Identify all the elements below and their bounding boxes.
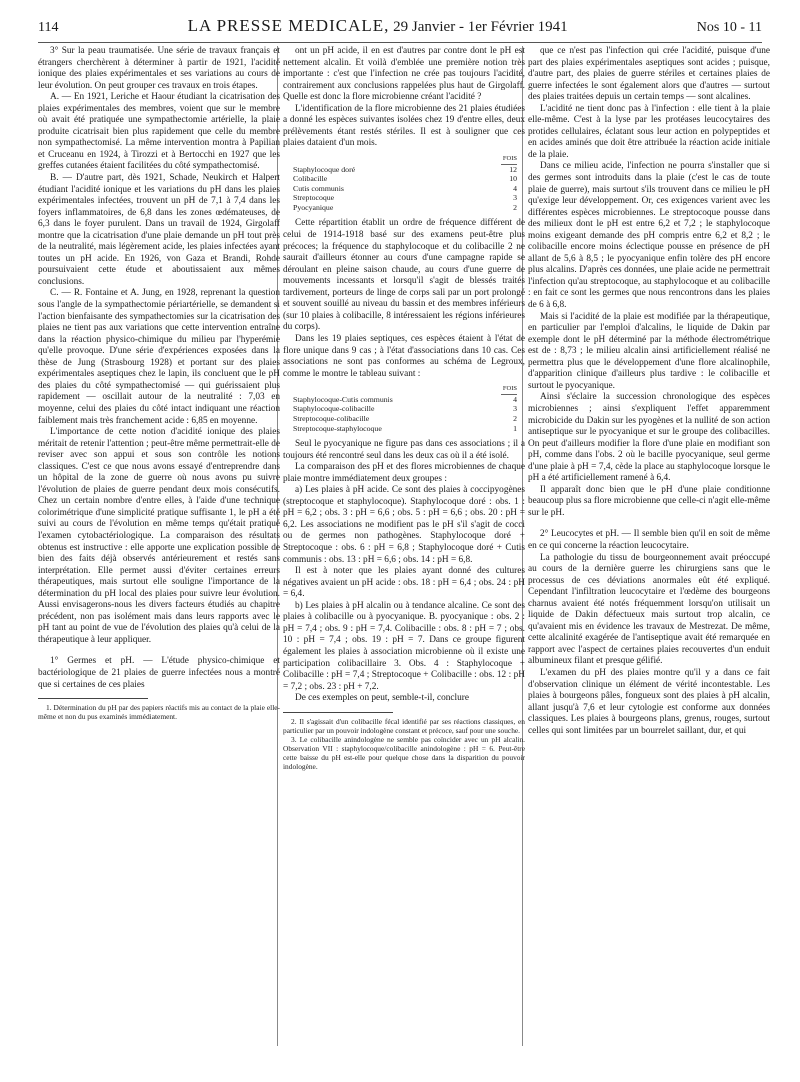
footnote-rule [283, 712, 393, 713]
issue-number: Nos 10 - 11 [696, 20, 762, 35]
running-title [188, 16, 568, 36]
table-cell: 4 [513, 183, 517, 193]
paragraph: L'acidité ne tient donc pas à l'infection : elle tient à la plaie elle-même. C'est à la lyse par les protéases leucocytaires des protides cellulaires, éclatant sous leur action en polypeptides et en acides aminés que doit être attribuée la réaction acide initiale de la plaie. [528, 103, 770, 160]
journal-name: LA PRESSE MEDICALE, [187, 16, 390, 35]
table-cell: 3 [513, 193, 517, 203]
footnote-rule [38, 698, 148, 699]
paragraph: Cette répartition établit un ordre de fréquence différent de celui de 1914-1918 basé sur des examens peut-être plus précoces; la fréquence du staphylocoque et du colibacille 2 ne saurait d'ailleurs étonner au cours d'une campagne rapide se déroulant en pleine saison chaude, au cours d'une guerre de mouvements incessants et lorsqu'il s'agit de blessés traités tardivement, porteurs de linge de corps sali par un port prolongé et souvent souillé au niveau du bassin et des membres inférieurs (sur 10 plaies à colibacille, 8 intéressaient les régions inférieures du corps). [283, 218, 525, 333]
paragraph: L'identification de la flore microbienne des 21 plaies étudiées a donné les espèces suivantes isolées chez 19 d'entre elles, deux prélèvements étant restés stériles. Il est à souligner que ces plaies dataient d'un mois. [283, 103, 525, 149]
paragraph: Ainsi s'éclaire la succession chronologique des espèces microbiennes ; ainsi s'expliquent l'effet apparemment microbicide du Dakin sur les pyogènes et la nullité de son action antiseptique sur le pyocyanique et sur le groupe des colibacilles. On peut d'ailleurs modifier la flore d'une plaie en modifiant son pH, comme dans l'obs. 2 où le bacille pyocyanique, seul germe d'une plaie à pH = 7,4, cède la place au staphylocoque lorsque le pH a été artificiellement ramené à 6,4. [528, 392, 770, 484]
table-cell: Cutis communis [293, 183, 344, 193]
table-row [293, 424, 517, 434]
table-cell: Staphylocoque doré [293, 164, 356, 174]
section-start-paragraph: 1° Germes et pH. — L'étude physico-chimique et bactériologique de 21 plaies de guerre infectées nous a montré que si certaines de ces plaies [38, 656, 280, 690]
page-number: 114 [38, 20, 59, 35]
table-cell: 4 [513, 394, 517, 404]
paragraph: L'examen du pH des plaies montre qu'il y a dans ce fait d'observation clinique un élément de vérité incontestable. Les plaies à bourgeons pâles, fongueux sont des plaies à pH alcalin, allant jusqu'à 7,6 et leur cytologie est conforme aux données classiques. Les plaies à bourgeons plans, grenus, rouges, surtout celles qui sont limitées par un bourrelet saillant, dur, et qui [528, 667, 770, 736]
table-cell: Staphylocoque-Cutis communis [293, 394, 393, 404]
footnote: 2. Il s'agissait d'un colibacille fécal identifié par ses réactions classiques, en particulier par un pouvoir indologène constant et précoce, sauf pour une souche. [283, 716, 525, 735]
table-row [293, 395, 517, 405]
table-cell: 12 [509, 164, 517, 174]
table-cell: Pyocyanique [293, 202, 334, 212]
column-right [528, 46, 770, 737]
association-table [293, 384, 517, 433]
table-cell: 2 [513, 202, 517, 212]
paragraph: C. — R. Fontaine et A. Jung, en 1928, reprenant la question sous l'angle de la sympathectomie périartérielle, se demandent si l'action bienfaisante des sympathectomies sur la cicatrisation des plaies ne tient pas aux variations que cette intervention entraîne dans la réaction physico-chimique du milieu par l'hyperémie qu'elle provoque. D'une série d'expériences exposées dans la thèse de Jung (Strasbourg 1928) et portant sur des plaies expérimentales aseptiques chez le lapin, ils concluent que le pH des plaies du côté sympathectomisé — qui guérissaient plus rapidement — oscillait autour de la neutralité : 7,03 en moyenne, celui des plaies du côté intact indiquant une réaction faiblement mais très franchement acide : 6,85 en moyenne. [38, 288, 280, 426]
table-cell: 10 [509, 174, 517, 184]
table-cell: Colibacille [293, 174, 328, 184]
paragraph: ont un pH acide, il en est d'autres par contre dont le pH est nettement alcalin. Et voilà d'emblée une première notion très importante : c'est que l'infection ne crée pas toujours l'acidité, contrairement aux conclusions rappelées plus haut de Girgolaff. Quelle est donc la flore microbienne créant l'acidité ? [283, 46, 525, 103]
table-cell: 2 [513, 413, 517, 423]
section-start-paragraph: 2° Leucocytes et pH. — Il semble bien qu'il en soit de même en ce qui concerne la réaction leucocytaire. [528, 529, 770, 551]
table-row [293, 193, 517, 203]
table-row [293, 165, 517, 175]
column-middle [283, 46, 525, 771]
paragraph: La pathologie du tissu de bourgeonnement avait préoccupé au cours de la dernière guerre les chirurgiens sans que le processus de ces déviations anormales eût été expliqué. Cependant l'infiltration leucocytaire et l'œdème des bourgeons charnus avaient été notés fréquemment lorsqu'on utilisait un liquide de Dakin défectueux mais surtout trop alcalin, ce qu'avaient mis en évidence les travaux de Mestrezat. De même, cette alcalinité exagérée de l'antiseptique avait été remarquée en rapport avec l'aspect de certaines plaies recouvertes d'un enduit albumineux filant et presque gélifié. [528, 552, 770, 667]
table-cell: 1 [513, 423, 517, 433]
table-cell: Streptocoque-colibacille [293, 413, 370, 423]
page-header [38, 16, 762, 43]
paragraph: Dans ce milieu acide, l'infection ne pourra s'installer que si des germes sont introduits dans la plaie (c'est le cas de toute plaie de guerre), mais surtout s'ils trouvent dans ce milieu le pH qu'exige leur développement. Or, ces exigences varient avec les différentes espèces microbiennes. Le streptocoque pousse dans des milieux dont le pH est entre 6,2 et 7,2 ; le staphylocoque moins exigeant demande des pH compris entre 6,2 et 8,2 ; le colibacille encore moins éclectique pousse en présence de pH allant de 5,6 à 8,5 ; le pyocyanique enfin tolère des pH encore plus alcalins. D'après ces données, une plaie acide ne permettrait l'infection qu'au streptocoque, au staphylocoque et au colibacille : en fait ce sont les germes que nous rencontrons dans les plaies de 6 à 6,8. [528, 161, 770, 311]
paragraph: Il apparaît donc bien que le pH d'une plaie conditionne beaucoup plus sa flore microbienne que celle-ci n'agit elle-même sur le pH. [528, 484, 770, 518]
paragraph: A. — En 1921, Leriche et Haour étudiant la cicatrisation des plaies expérimentales des membres, voient que sur le membre où avait été pratiquée une sympathectomie artérielle, la plaie produite cicatrisait bien plus rapidement que celle du membre non sympathectomisé. La même intervention montra à Papilian et Cruceanu en 1924, à Tirozzi et à Bertocchi en 1927 que les greffes cutanées étaient facilitées du côté sympathectomisé. [38, 92, 280, 172]
paragraph: L'importance de cette notion d'acidité ionique des plaies méritait de retenir l'attention ; peut-être même permettrait-elle de reviser avec son appui et sous son contrôle les notions classiques. C'est ce que nous avons essayé d'entreprendre dans un hôpital de la zone de guerre où nous avons pu suivre l'évolution de plaies de guerre pendant deux mois consécutifs. Chez un certain nombre d'entre elles, à l'aide d'une technique colorimétrique d'une simplicité pratique suffisante 1, le pH a été suivi au cours de l'évolution en même temps qu'était pratiqué l'examen cytobactériologique. La comparaison des résultats obtenus est instructive : elle apporte une explication possible de bien des faits déjà observés antérieurement et restés sans interprétation. Elle permet aussi d'éviter certaines erreurs thérapeutiques, mais surtout elle souligne l'importance de la détermination du pH local des plaies pour suivre leur évolution. Aussi envisagerons-nous les divers facteurs étudiés au chapitre précédent, non pas isolément mais dans leurs rapports avec le pH tant au point de vue de l'évolution des plaies qu'à celui de la thérapeutique à leur appliquer. [38, 427, 280, 645]
paragraph: b) Les plaies à pH alcalin ou à tendance alcaline. Ce sont des plaies à colibacille ou à pyocyanique. B. pyocyanique : obs. 2 : pH = 7,4 ; obs. 9 : pH = 7,4. Colibacille : obs. 8 : pH = 7 ; obs. 10 : pH = 7,4 ; obs. 19 : pH = 7. Dans ce groupe figurent également les plaies à association microbienne où il existe une participation colibacillaire 3. Obs. 4 : Staphylocoque + Colibacille : pH = 7,4 ; Streptocoque + Colibacille : obs. 12 : pH = 7,2 ; obs. 23 : pH + 7,2. [283, 600, 525, 692]
table-header: FOIS [502, 385, 517, 393]
footnote: 1. Détermination du pH par des papiers réactifs mis au contact de la plaie elle-même et non du pus examinés immédiatement. [38, 703, 280, 722]
table-row [293, 404, 517, 414]
table-cell: Streptocoque-staphylocoque [293, 423, 382, 433]
paragraph: De ces exemples on peut, semble-t-il, conclure [295, 693, 469, 704]
paragraph: que ce n'est pas l'infection qui crée l'acidité, puisque d'une part des plaies expérimentales aseptiques sont acides ; puisque, d'autre part, des plaies de guerre stériles et certaines plaies de guerre infectées le sont également alors que d'autres — surtout des plaies traitées depuis un certain temps — sont alcalines. [528, 46, 770, 103]
paragraph: Mais si l'acidité de la plaie est modifiée par la thérapeutique, en particulier par l'emploi d'alcalins, le liquide de Dakin par exemple dont le pH déterminé par la méthode électrométrique est de : 8,73 ; le milieu alcalin ainsi artificiellement réalisé ne permettra plus que le développement d'une flore alcalinophile, d'apparition clinique d'ailleurs plus tardive : le colibacille et surtout le pyocyanique. [528, 311, 770, 391]
column-left [38, 46, 280, 721]
table-row [293, 174, 517, 184]
table-row [293, 184, 517, 194]
table-cell: 3 [513, 404, 517, 414]
table-header: FOIS [502, 154, 517, 162]
germ-frequency-table [293, 154, 517, 213]
paragraph: B. — D'autre part, dès 1921, Schade, Neukirch et Halpert étudiant l'acidité ionique et les variations du pH dans les plaies expérimentales infectées, trouvent un pH de 7,1 à 7,4 dans les foyers inflammatoires, de 6,8 dans les zones œdémateuses, de 6,3 dans le foyer purulent. Dans un travail de 1924, Girgolaff montre que la cicatrisation d'une plaie demande un pH tout près de la neutralité, mais légèrement acide, les plaies infectées ayant toutes un pH acide. En 1926, von Gaza et Brandi, Rohde poursuivaient cette étude et aboutissaient aux mêmes conclusions. [38, 173, 280, 287]
paragraph: 3° Sur la peau traumatisée. Une série de travaux français et étrangers cherchèrent à déterminer à partir de 1921, l'acidité ionique des plaies expérimentales et ses variations au cours de leur évolution. On peut grouper ces travaux en trois étapes. [38, 46, 280, 91]
table-row [293, 414, 517, 424]
paragraph: La comparaison des pH et des flores microbiennes de chaque plaie montre immédiatement deux groupes : [283, 462, 525, 484]
table-row [293, 203, 517, 213]
issue-date: 29 Janvier - 1er Février 1941 [393, 19, 568, 35]
footnote: 3. Le colibacille anindologène ne semble pas coïncider avec un pH alcalin. Observation VII : staphylocoque/colibacille anindologène : pH = 6. Peut-être cette baisse du pH est-elle pour quelque chose dans la disparition du pouvoir indologène. [283, 734, 525, 771]
table-cell: Streptocoque [293, 193, 335, 203]
paragraph: Il est à noter que les plaies ayant donné des cultures négatives avaient un pH acide : obs. 18 : pH = 6,4 ; obs. 24 : pH = 6,4. [283, 566, 525, 600]
paragraph: a) Les plaies à pH acide. Ce sont des plaies à coccipyogènes (streptocoque et staphylocoque). Staphylocoque doré : obs. 1 : pH = 6,2 ; obs. 3 : pH = 6,6 ; obs. 5 : pH = 6,6 ; obs. 20 : pH = 6,2. Les associations ne modifient pas le pH s'il s'agit de cocci ou de germes non pathogènes. Staphylocoque doré + Streptocoque : obs. 6 : pH = 6,8 ; Staphylocoque doré + Cutis communis : obs. 13 : pH = 6,6 ; obs. 14 : pH = 6,8. [283, 485, 525, 565]
paragraph: Seul le pyocyanique ne figure pas dans ces associations ; il a toujours été rencontré seul dans les deux cas où il a été isolé. [283, 439, 525, 461]
table-cell: Staphylocoque-colibacille [293, 404, 375, 414]
paragraph: Dans les 19 plaies septiques, ces espèces étaient à l'état de flore unique dans 9 cas ; à l'état d'associations dans 10 cas. Ces associations ne sont pas conformes au schéma de Legroux, comme le montre le tableau suivant : [283, 333, 525, 379]
